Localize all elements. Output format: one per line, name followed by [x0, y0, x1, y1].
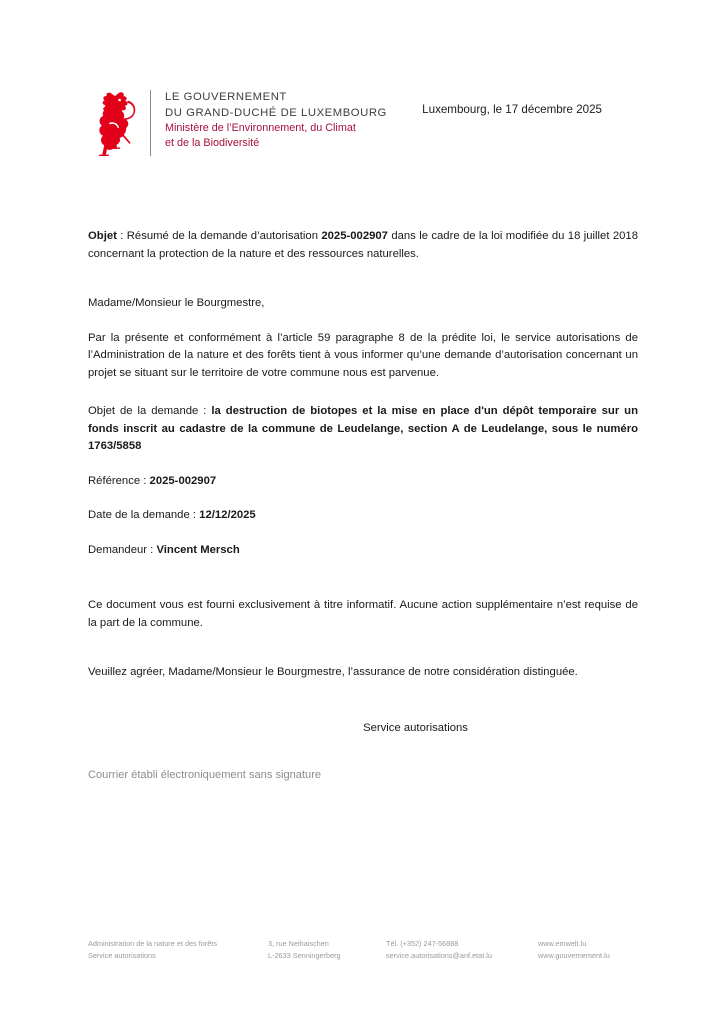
closing-line: Veuillez agréer, Madame/Monsieur le Bourgmestre, l’assurance de notre considération distinguée.	[88, 666, 578, 678]
spacer	[88, 456, 638, 473]
footer-column-websites	[538, 938, 610, 961]
reference-label: Référence :	[88, 474, 150, 487]
government-logo	[88, 88, 387, 156]
informative-note: Ce document vous est fourni exclusivement à titre informatif. Aucune action supplémentaire n’est requise de la part de la commune.	[88, 599, 638, 629]
ministry-line-2: et de la Biodiversité	[165, 137, 260, 149]
subject-paragraph	[88, 228, 638, 263]
applicant-line	[88, 542, 638, 560]
ministry-line-1: Ministère de l’Environnement, du Climat	[165, 122, 356, 134]
footer-email[interactable]: service.autorisations@anf.etat.lu	[386, 950, 492, 960]
footer-column-contact	[386, 938, 538, 961]
salutation: Madame/Monsieur le Bourgmestre,	[88, 297, 265, 309]
footer-city: L-2633 Senningerberg	[268, 950, 341, 960]
intro-paragraph: Par la présente et conformément à l’article 59 paragraphe 8 de la prédite loi, le service autorisations de l’Administration de la nature et des forêts tient à vous informer qu’une demande d’autorisation concernant un projet se situant sur le territoire de votre commune nous est parvenue.	[88, 331, 638, 379]
signature-block	[88, 720, 638, 784]
spacer	[88, 263, 638, 295]
spacer	[88, 559, 638, 597]
request-label: Objet de la demande :	[88, 405, 212, 417]
document-body	[88, 228, 638, 682]
logo-text-block	[165, 88, 387, 151]
request-date-label: Date de la demande :	[88, 509, 200, 521]
spacer	[88, 382, 638, 403]
signature-service: Service autorisations	[363, 722, 468, 734]
reference-line	[88, 473, 638, 491]
footer-service-name: Service autorisations	[88, 950, 156, 960]
request-date-line	[88, 507, 638, 525]
spacer	[88, 632, 638, 664]
signature-note: Courrier établi électroniquement sans signature	[88, 768, 322, 781]
footer-website-gouvernement[interactable]: www.gouvernement.lu	[538, 950, 610, 960]
spacer	[88, 490, 638, 507]
subject-label: Objet	[88, 230, 117, 242]
government-line-1: LE GOUVERNEMENT	[165, 91, 287, 103]
luxembourg-lion-rampant-icon	[88, 90, 140, 156]
place-and-date: Luxembourg, le 17 décembre 2025	[422, 103, 602, 116]
subject-text-before: : Résumé de la demande d’autorisation	[116, 230, 322, 242]
request-date-value: 12/12/2025	[199, 509, 256, 521]
footer-street: 3, rue Neihaischen	[268, 939, 329, 948]
spacer	[88, 525, 638, 542]
footer-column-department	[88, 938, 268, 961]
government-line-2: DU GRAND-DUCHÉ DE LUXEMBOURG	[165, 106, 387, 119]
footer-department-name: Administration de la nature et des forêts	[88, 939, 217, 948]
footer-phone: Tél. (+352) 247-56888	[386, 939, 459, 948]
spacer	[88, 313, 638, 330]
subject-text-after: dans le cadre de la loi modifiée du 18 juillet 2018 concernant la protection de la nature et des ressources naturelles.	[88, 230, 638, 260]
reference-value: 2025-002907	[149, 474, 217, 487]
request-paragraph	[88, 403, 638, 456]
document-footer	[88, 938, 644, 961]
applicant-value: Vincent Mersch	[156, 543, 240, 556]
logo-divider	[150, 90, 151, 156]
request-description: la destruction de biotopes et la mise en place d'un dépôt temporaire sur un fonds inscrit au cadastre de la commune de Leudelange, section A de Leudelange, sous le numéro 1763/5858	[88, 405, 638, 452]
document-header	[88, 88, 640, 174]
subject-reference: 2025-002907	[321, 230, 388, 242]
footer-column-address	[268, 938, 386, 961]
applicant-label: Demandeur :	[88, 543, 157, 556]
footer-website-emwelt[interactable]: www.emwelt.lu	[538, 939, 587, 948]
